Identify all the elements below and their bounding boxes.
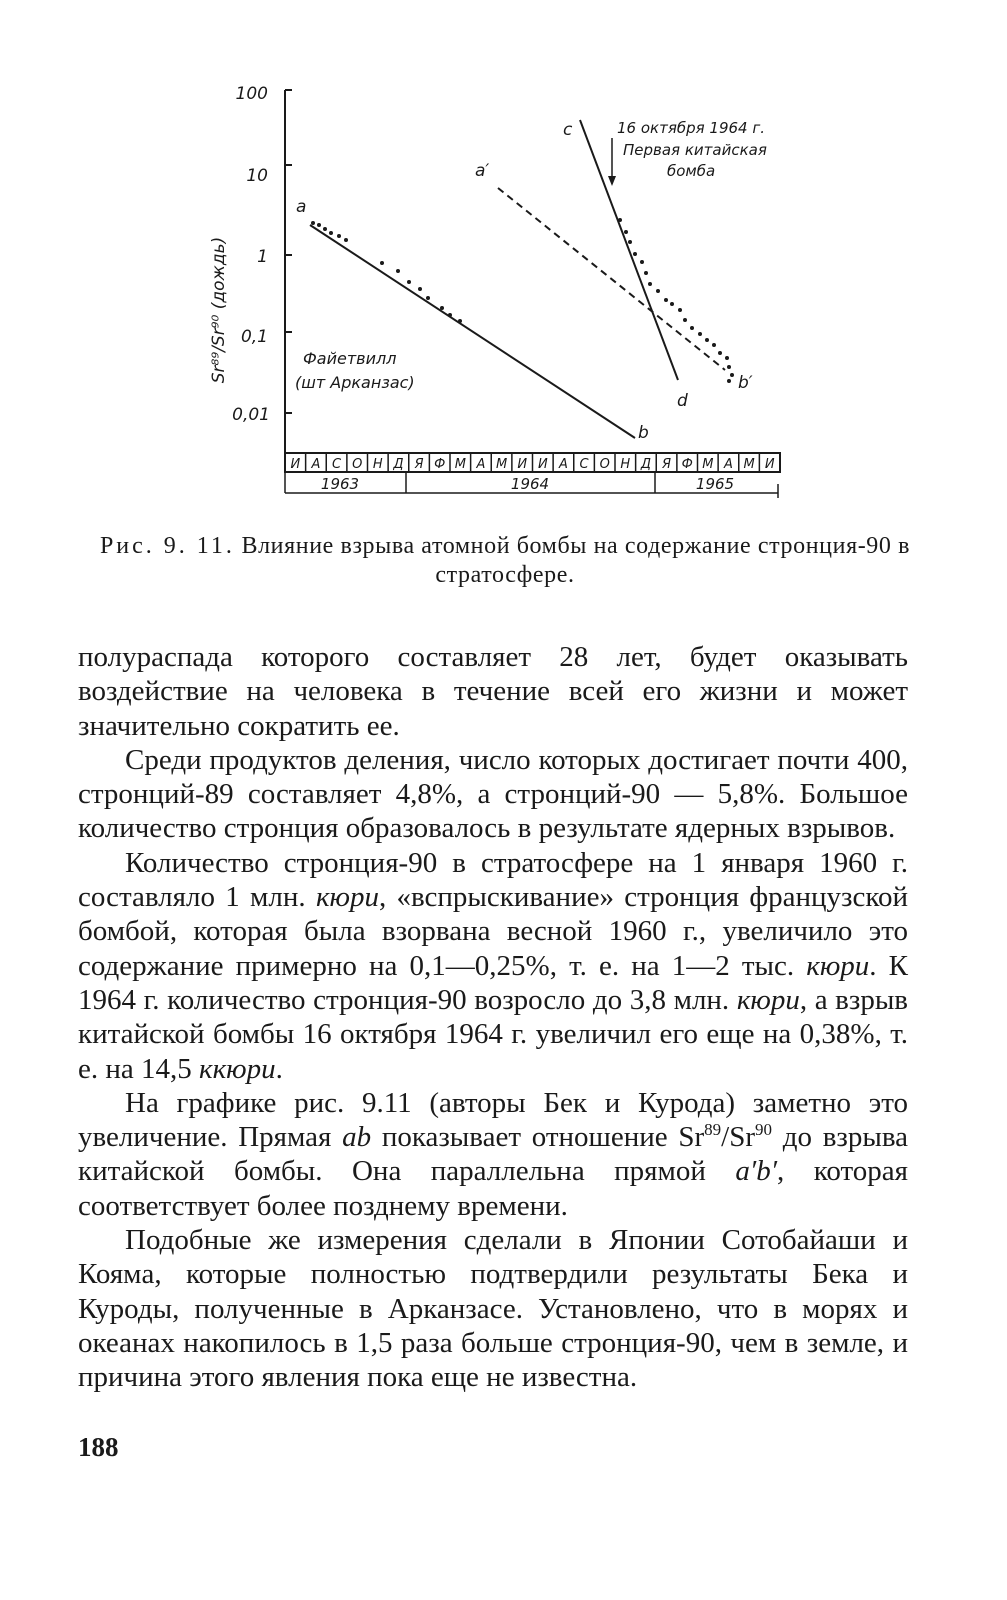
month-label: И (517, 457, 528, 472)
month-label: О (352, 457, 363, 472)
month-label: И (290, 457, 301, 472)
annotation-date: 16 октября 1964 г. (617, 119, 766, 137)
month-label: И (764, 457, 775, 472)
y-tick-label: 1 (257, 247, 268, 267)
label-b: b (638, 423, 649, 443)
year-label: 1965 (695, 475, 735, 493)
month-label: А (311, 457, 321, 472)
line-cd (580, 120, 678, 380)
page-number: 188 (78, 1432, 119, 1462)
month-label: Д (640, 457, 652, 472)
paragraph: Подобные же измерения сделали в Японии Сотобайаши и Коямa, которые полностью подтвердили результаты Бека и Куроды, полученные в Арканзасе. Установлено, что в морях и океанах накопилось в 1,5 раза больше стронция-90, чем в земле, и причина этого явления пока еще не известна. (78, 1224, 908, 1394)
paragraph: Количество стронция-90 в стратосфере на 1 января 1960 г. составляло 1 млн. кюри, «вспрыскивание» стронция французской бомбой, которая была взорвана весной 1960 г., увеличило это содержание примерно на 0,1—0,25%, т. е. на 1—2 тыс. кюри. К 1964 г. количество стронция-90 возросло до 3,8 млн. кюри, а взрыв китайской бомбы 16 октября 1964 г. увеличил его еще на 0,38%, т. е. на 14,5 ккюри. (78, 846, 909, 1085)
location-line-2: (шт Арканзас) (295, 373, 415, 392)
body-text (78, 640, 908, 1395)
italic-term: ккюри (199, 1052, 276, 1085)
month-label: Н (620, 457, 631, 472)
month-label: И (537, 457, 548, 472)
month-cells (290, 453, 774, 472)
y-tick-label: 0,01 (232, 405, 270, 425)
month-label: М (743, 457, 755, 472)
label-b-prime: b′ (738, 373, 753, 393)
paragraph: полураспада которого составляет 28 лет, будет оказывать воздействие на человека в течение всей его жизни и может значительно сократить ее. (78, 641, 908, 742)
figure-caption (80, 532, 930, 590)
italic-term: ab (342, 1121, 372, 1154)
italic-term: кюри (736, 983, 800, 1016)
month-label: А (723, 457, 733, 472)
month-label: А (558, 457, 568, 472)
month-label: Н (372, 457, 383, 472)
month-label: С (332, 457, 342, 472)
line-ab (310, 225, 635, 438)
month-label: С (579, 457, 589, 472)
italic-term: кюри (806, 949, 870, 982)
italic-term: кюри (315, 881, 379, 914)
month-label: М (454, 457, 466, 472)
month-label: А (476, 457, 486, 472)
month-label: Я (414, 457, 424, 472)
label-c: c (563, 120, 573, 140)
month-label: Ф (434, 457, 446, 472)
month-label: М (702, 457, 714, 472)
label-d: d (677, 391, 688, 411)
strontium-chart (180, 70, 820, 520)
y-tick-label: 0,1 (240, 327, 268, 347)
label-a: a (296, 197, 307, 217)
month-label: Я (662, 457, 672, 472)
label-a-prime: a′ (475, 161, 490, 181)
year-label: 1964 (510, 475, 550, 493)
location-line-1: Файетвилл (303, 349, 397, 368)
caption-text: Влияние взрыва атомной бомбы на содержание стронция-90 в стратосфере. (241, 533, 911, 588)
y-axis-label: Sr⁸⁹/Sr⁹⁰ (дождь) (209, 236, 229, 384)
month-label: М (495, 457, 508, 472)
paragraph: Среди продуктов деления, число которых достигает почти 400, стронций-89 составляет 4,8%, а стронций-90 — 5,8%. Большое количество стронция образовалось в результате ядерных взрывов. (78, 743, 908, 845)
annotation-line-2: бомба (667, 162, 716, 180)
figure (180, 70, 820, 520)
paragraph: На графике рис. 9.11 (авторы Бек и Курода) заметно это увеличение. Прямая ab показывает отношение Sr$^{89}$/Sr$^{90}$ до взрыва китайской бомбы. Она параллельна прямой a′b′, которая соответствует более позднему времени. (78, 1086, 909, 1222)
month-label: Д (393, 457, 404, 472)
month-label: Ф (681, 457, 693, 472)
annotation-line-1: Первая китайская (623, 141, 767, 159)
caption-lead: Рис. 9. 11. (99, 533, 235, 559)
year-label: 1963 (320, 475, 360, 493)
line-a-prime-b-prime (498, 188, 725, 370)
month-label: О (599, 457, 610, 472)
y-tick-label: 10 (246, 166, 268, 186)
italic-term: a′b′ (735, 1155, 778, 1188)
y-tick-label: 100 (235, 84, 268, 104)
